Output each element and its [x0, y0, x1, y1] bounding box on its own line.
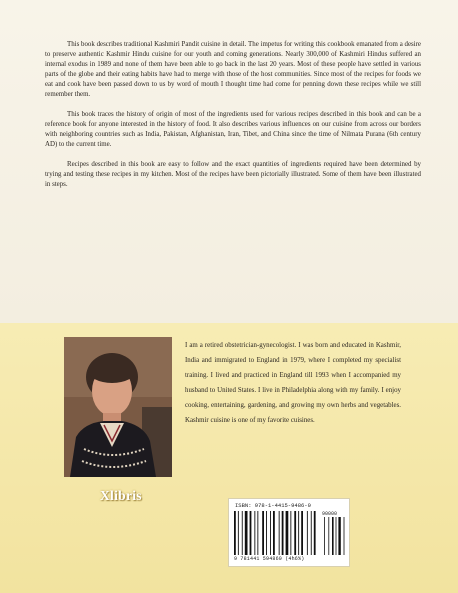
barcode-bars: [234, 509, 346, 555]
author-portrait-image: [64, 337, 172, 477]
price-code: 90000: [322, 511, 338, 517]
description-paragraph-2: This book traces the history of origin of most of the ingredients used for various recipes described in this book and can be a reference book for anyone interested in the history of food. It also describes various influences on our cuisine from across our borders with neighboring countries such as India, Pakistan, Afghanistan, Iran, Tibet, and China since the time of Nilmata Purana (6th century AD) to the current time.: [45, 111, 421, 148]
book-description: [45, 40, 421, 200]
description-paragraph-3: Recipes described in this book are easy to follow and the exact quantities of ingredients required have been determined by trying and testing these recipes in my kitchen. Most of the recipes have been pictorially illustrated. Some of them have been illustrated in steps.: [45, 161, 421, 188]
author-bio: I am a retired obstetrician-gynecologist. I was born and educated in Kashmir, India and immigrated to England in 1979, where I completed my specialist training. I lived and practiced in England till 1993 when I accompanied my husband to United States. I live in Philadelphia along with my family. I enjoy cooking, entertaining, gardening, and growing my own herbs and vegetables. Kashmir cuisine is one of my favorite cuisines.: [185, 342, 401, 424]
xlibris-logo: Xlibris: [100, 488, 142, 503]
description-paragraph-1: This book describes traditional Kashmiri Pandit cuisine in detail. The impetus for writing this cookbook emanated from a desire to preserve authentic Kashmir Hindu cuisine for our youth and coming generations. Nearly 300,000 of Kashmiri Hindus suffered an internal exodus in 1989 and none of them have been able to go back in the last 20 years. Most of these people have settled in various parts of the globe and their eating habits have had to merge with those of the host communities. Since most of the recipes for foods we eat and cook have been passed down to us by word of mouth I thought time had come for penning down these recipes while we still remember them.: [45, 41, 421, 98]
isbn-label: ISBN: 978-1-4415-9486-0: [235, 502, 311, 509]
barcode-digits: 9 781441 594860 (4h6%): [234, 556, 305, 562]
author-photo: [64, 337, 172, 477]
isbn-barcode: [228, 498, 350, 567]
